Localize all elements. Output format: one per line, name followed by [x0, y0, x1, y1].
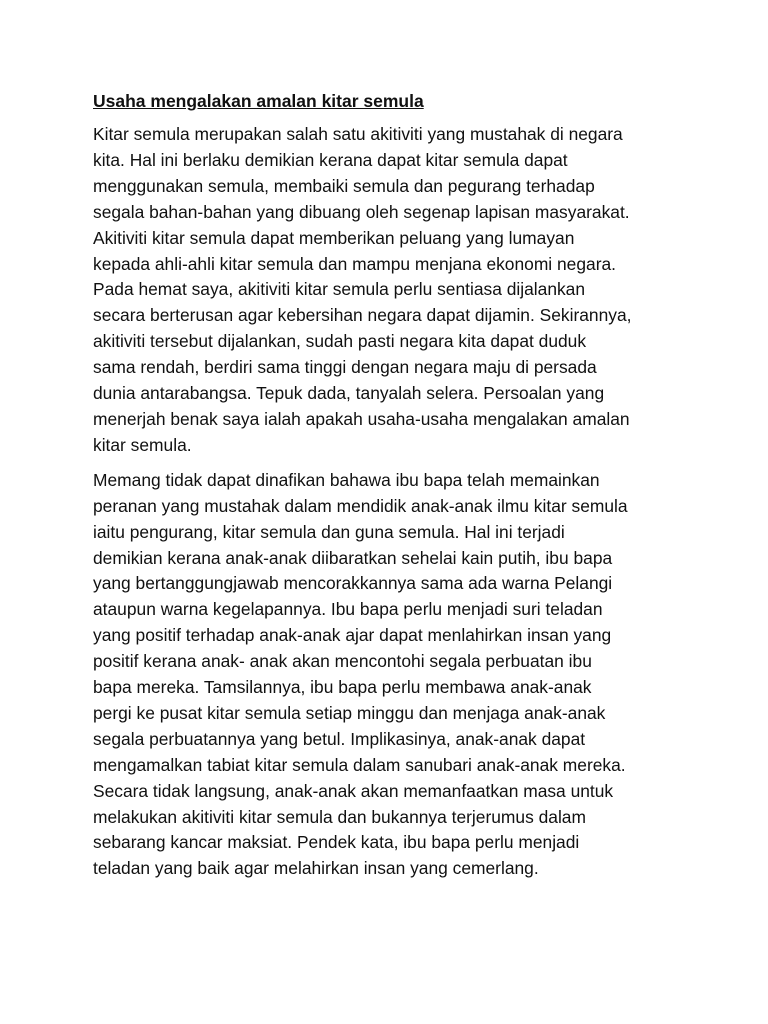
paragraph-line: menggunakan semula, membaiki semula dan pegurang terhadap	[93, 175, 595, 196]
paragraph-1	[93, 122, 683, 459]
paragraph-line: Akitiviti kitar semula dapat memberikan peluang yang lumayan	[93, 227, 575, 248]
paragraph-line: kita. Hal ini berlaku demikian kerana dapat kitar semula dapat	[93, 149, 568, 170]
paragraph-2	[93, 468, 683, 883]
paragraph-line: kitar semula.	[93, 434, 192, 455]
document-title: Usaha mengalakan amalan kitar semula	[93, 91, 424, 111]
paragraph-line: peranan yang mustahak dalam mendidik anak-anak ilmu kitar semula	[93, 495, 628, 516]
paragraph-line: yang bertanggungjawab mencorakkannya sama ada warna Pelangi	[93, 573, 613, 594]
paragraph-line: kepada ahli-ahli kitar semula dan mampu menjana ekonomi negara.	[93, 253, 616, 274]
paragraph-line: dunia antarabangsa. Tepuk dada, tanyalah selera. Persoalan yang	[93, 383, 605, 404]
paragraph-line: Memang tidak dapat dinafikan bahawa ibu bapa telah memainkan	[93, 469, 600, 490]
paragraph-line: akitiviti tersebut dijalankan, sudah pasti negara kita dapat duduk	[93, 331, 587, 352]
paragraph-line: secara berterusan agar kebersihan negara dapat dijamin. Sekirannya,	[93, 305, 632, 326]
paragraph-line: positif kerana anak- anak akan mencontohi segala perbuatan ibu	[93, 651, 592, 672]
paragraph-line: segala bahan-bahan yang dibuang oleh segenap lapisan masyarakat.	[93, 201, 630, 222]
paragraph-list	[93, 122, 683, 882]
paragraph-line: melakukan akitiviti kitar semula dan bukannya terjerumus dalam	[93, 806, 586, 827]
document-body	[93, 88, 683, 891]
paragraph-line: bapa mereka. Tamsilannya, ibu bapa perlu membawa anak-anak	[93, 677, 592, 698]
paragraph-line: menerjah benak saya ialah apakah usaha-usaha mengalakan amalan	[93, 408, 630, 429]
paragraph-line: pergi ke pusat kitar semula setiap minggu dan menjaga anak-anak	[93, 702, 606, 723]
paragraph-line: iaitu pengurang, kitar semula dan guna semula. Hal ini terjadi	[93, 521, 565, 542]
paragraph-line: sebarang kancar maksiat. Pendek kata, ibu bapa perlu menjadi	[93, 832, 580, 853]
paragraph-line: ataupun warna kegelapannya. Ibu bapa perlu menjadi suri teladan	[93, 599, 603, 620]
paragraph-line: Kitar semula merupakan salah satu akitiviti yang mustahak di negara	[93, 124, 623, 144]
paragraph-line: sama rendah, berdiri sama tinggi dengan negara maju di persada	[93, 357, 597, 378]
paragraph-line: Secara tidak langsung, anak-anak akan memanfaatkan masa untuk	[93, 780, 614, 801]
paragraph-line: segala perbuatannya yang betul. Implikasinya, anak-anak dapat	[93, 728, 586, 749]
paragraph-line: mengamalkan tabiat kitar semula dalam sanubari anak-anak mereka.	[93, 754, 626, 775]
paragraph-line: demikian kerana anak-anak diibaratkan sehelai kain putih, ibu bapa	[93, 547, 613, 568]
paragraph-line: teladan yang baik agar melahirkan insan yang cemerlang.	[93, 858, 539, 879]
paragraph-line: yang positif terhadap anak-anak ajar dapat menlahirkan insan yang	[93, 625, 612, 646]
paragraph-line: Pada hemat saya, akitiviti kitar semula perlu sentiasa dijalankan	[93, 279, 586, 300]
